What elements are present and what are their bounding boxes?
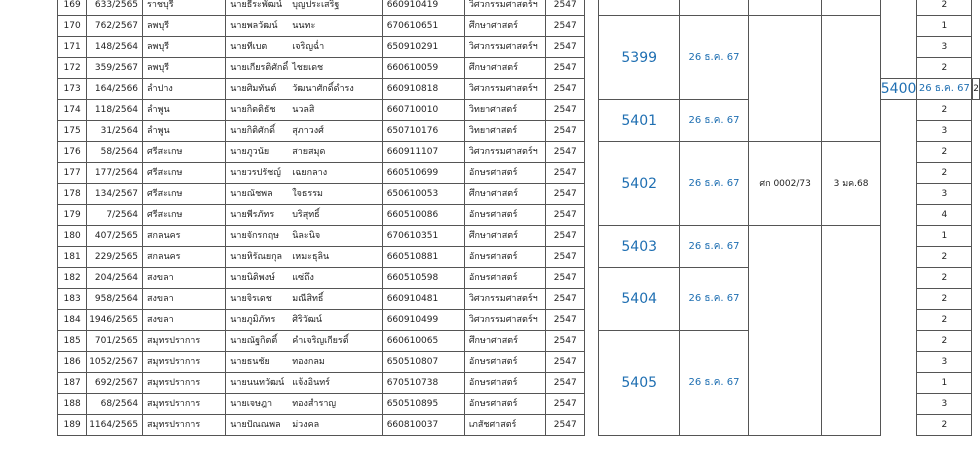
faculty-cell: วิทยาศาสตร์ [464,100,545,121]
faculty-cell: อักษรศาสตร์ [464,247,545,268]
spacer-cell [880,121,917,142]
province-cell: ศรีสะเกษ [143,142,226,163]
quantity-cell: 2 [917,100,972,121]
quantity-cell: 2 [917,268,972,289]
reference-number: 204/2564 [87,268,143,289]
row-number: 188 [58,394,87,415]
group-date [680,0,749,16]
year-cell: 2547 [546,352,585,373]
last-name-cell: เฉยกลาง [288,163,382,184]
year-cell: 2547 [546,0,585,16]
quantity-cell: 3 [917,394,972,415]
province-cell: สมุทรปราการ [143,394,226,415]
reference-number: 58/2564 [87,142,143,163]
quantity-cell: 3 [917,184,972,205]
spacer-cell [585,394,599,415]
row-number: 182 [58,268,87,289]
spacer-cell [585,352,599,373]
student-id-cell: 650710176 [382,121,464,142]
faculty-cell: อักษรศาสตร์ [464,205,545,226]
quantity-cell: 2 [917,415,972,436]
faculty-cell: วิทยาศาสตร์ [464,121,545,142]
quantity-cell: 2 [917,331,972,352]
province-cell: สมุทรปราการ [143,415,226,436]
row-number: 171 [58,37,87,58]
last-name-cell: สายสมุด [288,142,382,163]
first-name-cell: นายทีเบต [226,37,288,58]
student-id-cell: 660910818 [382,79,464,100]
spacer-cell [880,331,917,352]
quantity-cell: 4 [917,205,972,226]
group-number: 5401 [599,100,680,142]
last-name-cell: แจ้งอินทร์ [288,373,382,394]
year-cell: 2547 [546,58,585,79]
spacer-cell [880,310,917,331]
last-name-cell: ทองกลม [288,352,382,373]
group-date: 26 ธ.ค. 67 [917,79,972,100]
year-cell: 2547 [546,100,585,121]
spacer-cell [585,331,599,352]
row-number: 180 [58,226,87,247]
last-name-cell: ศิริวัฒน์ [288,310,382,331]
reference-number: 229/2565 [87,247,143,268]
year-cell: 2547 [546,142,585,163]
province-cell: ลพบุรี [143,58,226,79]
spacer-cell [585,289,599,310]
row-number: 185 [58,331,87,352]
first-name-cell: นายเจษฎา [226,394,288,415]
province-cell: ลำปาง [143,79,226,100]
first-name-cell: นายณัชพล [226,184,288,205]
group-date: 26 ธ.ค. 67 [680,226,749,268]
table-row [58,142,980,163]
faculty-cell: ศึกษาศาสตร์ [464,226,545,247]
student-id-cell: 660510086 [382,205,464,226]
doc-number [748,0,821,16]
faculty-cell: วิศวกรรมศาสตร์ฯ [464,0,545,16]
spacer-cell [880,58,917,79]
group-number: 5404 [599,268,680,331]
quantity-cell: 2 [917,0,972,16]
faculty-cell: ศึกษาศาสตร์ [464,331,545,352]
province-cell: ศรีสะเกษ [143,205,226,226]
province-cell: ราชบุรี [143,0,226,16]
year-cell: 2547 [546,247,585,268]
row-number: 181 [58,247,87,268]
student-id-cell: 670610351 [382,226,464,247]
faculty-cell: อักษรศาสตร์ [464,394,545,415]
last-name-cell: คำเจริญเกียรติ์ [288,331,382,352]
reference-number: 1164/2565 [87,415,143,436]
spacer-cell [880,142,917,163]
spacer-cell [585,121,599,142]
doc-number [748,226,821,436]
last-name-cell: นนทะ [288,16,382,37]
row-number: 187 [58,373,87,394]
student-id-cell: 650510895 [382,394,464,415]
province-cell: สกลนคร [143,226,226,247]
spacer-cell [585,373,599,394]
spacer-cell [880,373,917,394]
spacer-cell [880,226,917,247]
year-cell: 2547 [546,205,585,226]
province-cell: ลำพูน [143,100,226,121]
student-id-cell: 650610053 [382,184,464,205]
province-cell: ลพบุรี [143,37,226,58]
student-id-cell: 660510881 [382,247,464,268]
first-name-cell: นายกิตติธัช [226,100,288,121]
group-number [599,0,680,16]
faculty-cell: อักษรศาสตร์ [464,163,545,184]
faculty-cell: วิศวกรรมศาสตร์ฯ [464,310,545,331]
student-id-cell: 660710010 [382,100,464,121]
spacer-cell [880,16,917,37]
reference-number: 701/2565 [87,331,143,352]
reference-number: 692/2567 [87,373,143,394]
first-name-cell: นายจิรเดช [226,289,288,310]
spacer-cell [880,415,917,436]
group-number: 5405 [599,331,680,436]
last-name-cell: บุญประเสริฐ [288,0,382,16]
spacer-cell [880,163,917,184]
reference-number: 633/2565 [87,0,143,16]
student-id-cell: 660610065 [382,331,464,352]
year-cell: 2547 [546,37,585,58]
spacer-cell [585,16,599,37]
quantity-cell: 3 [917,121,972,142]
first-name-cell: นายภูวนัย [226,142,288,163]
spacer-cell [585,205,599,226]
group-number: 5402 [599,142,680,226]
year-cell: 2547 [546,226,585,247]
spacer-cell [880,289,917,310]
row-number: 184 [58,310,87,331]
spacer-cell [880,247,917,268]
reference-number: 148/2564 [87,37,143,58]
reference-number: 118/2564 [87,100,143,121]
reference-number: 1052/2567 [87,352,143,373]
student-id-cell: 660910481 [382,289,464,310]
group-date: 26 ธ.ค. 67 [680,16,749,100]
group-number: 5403 [599,226,680,268]
province-cell: ลำพูน [143,121,226,142]
student-id-cell: 660810037 [382,415,464,436]
student-id-cell: 660510699 [382,163,464,184]
last-name-cell: มณีสิทธิ์ [288,289,382,310]
quantity-cell: 2 [973,79,980,100]
group-date: 26 ธ.ค. 67 [680,100,749,142]
reference-number: 134/2567 [87,184,143,205]
last-name-cell: ม่วงคล [288,415,382,436]
reference-number: 958/2564 [87,289,143,310]
year-cell: 2547 [546,121,585,142]
spacer-cell [880,268,917,289]
student-table [57,0,980,436]
reference-number: 31/2564 [87,121,143,142]
quantity-cell: 2 [917,58,972,79]
province-cell: สมุทรปราการ [143,331,226,352]
province-cell: สมุทรปราการ [143,373,226,394]
year-cell: 2547 [546,310,585,331]
reference-number: 68/2564 [87,394,143,415]
last-name-cell: แซ่ถึง [288,268,382,289]
quantity-cell: 3 [917,352,972,373]
reference-number: 164/2566 [87,79,143,100]
last-name-cell: ทองสำราญ [288,394,382,415]
quantity-cell: 2 [917,289,972,310]
student-id-cell: 660910419 [382,0,464,16]
spacer-cell [585,37,599,58]
spacer-cell [585,142,599,163]
first-name-cell: นายเกียรติศักดิ์ [226,58,288,79]
spacer-cell [585,310,599,331]
student-id-cell: 660510598 [382,268,464,289]
row-number: 170 [58,16,87,37]
last-name-cell: เจริญฉ่ำ [288,37,382,58]
spacer-cell [880,0,917,16]
faculty-cell: ศึกษาศาสตร์ [464,16,545,37]
table-row [58,16,980,37]
first-name-cell: นายกิติศักดิ์ [226,121,288,142]
row-number: 177 [58,163,87,184]
first-name-cell: นายธนชัย [226,352,288,373]
quantity-cell: 2 [917,310,972,331]
year-cell: 2547 [546,16,585,37]
student-id-cell: 650510807 [382,352,464,373]
first-name-cell: นายณัฐกิตติ์ [226,331,288,352]
last-name-cell: บริสุทธิ์ [288,205,382,226]
first-name-cell: นายศิมทันต์ [226,79,288,100]
row-number: 169 [58,0,87,16]
first-name-cell: นายหิรัณยกุล [226,247,288,268]
spacer-cell [585,226,599,247]
province-cell: สงขลา [143,268,226,289]
group-date: 26 ธ.ค. 67 [680,268,749,331]
student-id-cell: 650910291 [382,37,464,58]
year-cell: 2547 [546,289,585,310]
faculty-cell: วิศวกรรมศาสตร์ฯ [464,289,545,310]
row-number: 173 [58,79,87,100]
spacer-cell [585,58,599,79]
group-date: 26 ธ.ค. 67 [680,331,749,436]
reference-number: 7/2564 [87,205,143,226]
first-name-cell: นายธีระพัฒน์ [226,0,288,16]
student-id-cell: 670610651 [382,16,464,37]
first-name-cell: นายวรปรัชญ์ [226,163,288,184]
spacer-cell [585,184,599,205]
quantity-cell: 2 [917,247,972,268]
spacer-cell [585,268,599,289]
faculty-cell: อักษรศาสตร์ [464,352,545,373]
last-name-cell: เหมะธุลิน [288,247,382,268]
quantity-cell: 1 [917,373,972,394]
doc-date: 3 มค.68 [822,142,880,226]
last-name-cell: ใจธรรม [288,184,382,205]
first-name-cell: นายพีรภัทร [226,205,288,226]
last-name-cell: สุภาวงศ์ [288,121,382,142]
first-name-cell: นายพลวัฒน์ [226,16,288,37]
document-page [57,0,980,436]
spacer-cell [585,247,599,268]
first-name-cell: นายปัณณพล [226,415,288,436]
year-cell: 2547 [546,184,585,205]
row-number: 176 [58,142,87,163]
quantity-cell: 1 [917,16,972,37]
row-number: 172 [58,58,87,79]
row-number: 186 [58,352,87,373]
quantity-cell: 2 [917,142,972,163]
row-number: 178 [58,184,87,205]
student-id-cell: 660610059 [382,58,464,79]
spacer-cell [585,79,599,100]
last-name-cell: วัฒนาศักดิ์ดำรง [288,79,382,100]
spacer-cell [880,37,917,58]
year-cell: 2547 [546,268,585,289]
spacer-cell [880,394,917,415]
reference-number: 359/2567 [87,58,143,79]
last-name-cell: ไชยเดช [288,58,382,79]
student-id-cell: 660911107 [382,142,464,163]
student-id-cell: 670510738 [382,373,464,394]
group-number: 5399 [599,16,680,100]
year-cell: 2547 [546,415,585,436]
spacer-cell [880,205,917,226]
first-name-cell: นายนนทวัฒน์ [226,373,288,394]
row-number: 179 [58,205,87,226]
group-date: 26 ธ.ค. 67 [680,142,749,226]
quantity-cell: 3 [917,37,972,58]
province-cell: สงขลา [143,310,226,331]
spacer-cell [585,0,599,16]
doc-date [822,226,880,436]
row-number: 175 [58,121,87,142]
year-cell: 2547 [546,79,585,100]
province-cell: สงขลา [143,289,226,310]
student-id-cell: 660910499 [382,310,464,331]
spacer-cell [585,100,599,121]
faculty-cell: วิศวกรรมศาสตร์ฯ [464,142,545,163]
row-number: 189 [58,415,87,436]
faculty-cell: ศึกษาศาสตร์ [464,184,545,205]
doc-number [748,16,821,142]
first-name-cell: นายจักรกฤษ [226,226,288,247]
table-row [58,226,980,247]
spacer-cell [880,100,917,121]
faculty-cell: วิศวกรรมศาสตร์ฯ [464,79,545,100]
group-number: 5400 [880,79,917,100]
faculty-cell: อักษรศาสตร์ [464,373,545,394]
reference-number: 1946/2565 [87,310,143,331]
quantity-cell: 1 [917,226,972,247]
first-name-cell: นายภูมิภัทร [226,310,288,331]
faculty-cell: อักษรศาสตร์ [464,268,545,289]
province-cell: ศรีสะเกษ [143,184,226,205]
last-name-cell: นวลสิ [288,100,382,121]
spacer-cell [585,415,599,436]
last-name-cell: นิละนิจ [288,226,382,247]
row-number: 174 [58,100,87,121]
province-cell: ศรีสะเกษ [143,163,226,184]
year-cell: 2547 [546,373,585,394]
doc-number: ศก 0002/73 [748,142,821,226]
spacer-cell [880,184,917,205]
faculty-cell: เภสัชศาสตร์ [464,415,545,436]
province-cell: สมุทรปราการ [143,352,226,373]
doc-date [822,16,880,142]
doc-date [822,0,880,16]
row-number: 183 [58,289,87,310]
quantity-cell: 2 [917,163,972,184]
reference-number: 762/2567 [87,16,143,37]
reference-number: 177/2564 [87,163,143,184]
faculty-cell: ศึกษาศาสตร์ [464,58,545,79]
year-cell: 2547 [546,394,585,415]
table-row [58,0,980,16]
first-name-cell: นายนิติพงษ์ [226,268,288,289]
year-cell: 2547 [546,163,585,184]
faculty-cell: วิศวกรรมศาสตร์ฯ [464,37,545,58]
province-cell: สกลนคร [143,247,226,268]
province-cell: ลพบุรี [143,16,226,37]
year-cell: 2547 [546,331,585,352]
reference-number: 407/2565 [87,226,143,247]
spacer-cell [585,163,599,184]
spacer-cell [880,352,917,373]
